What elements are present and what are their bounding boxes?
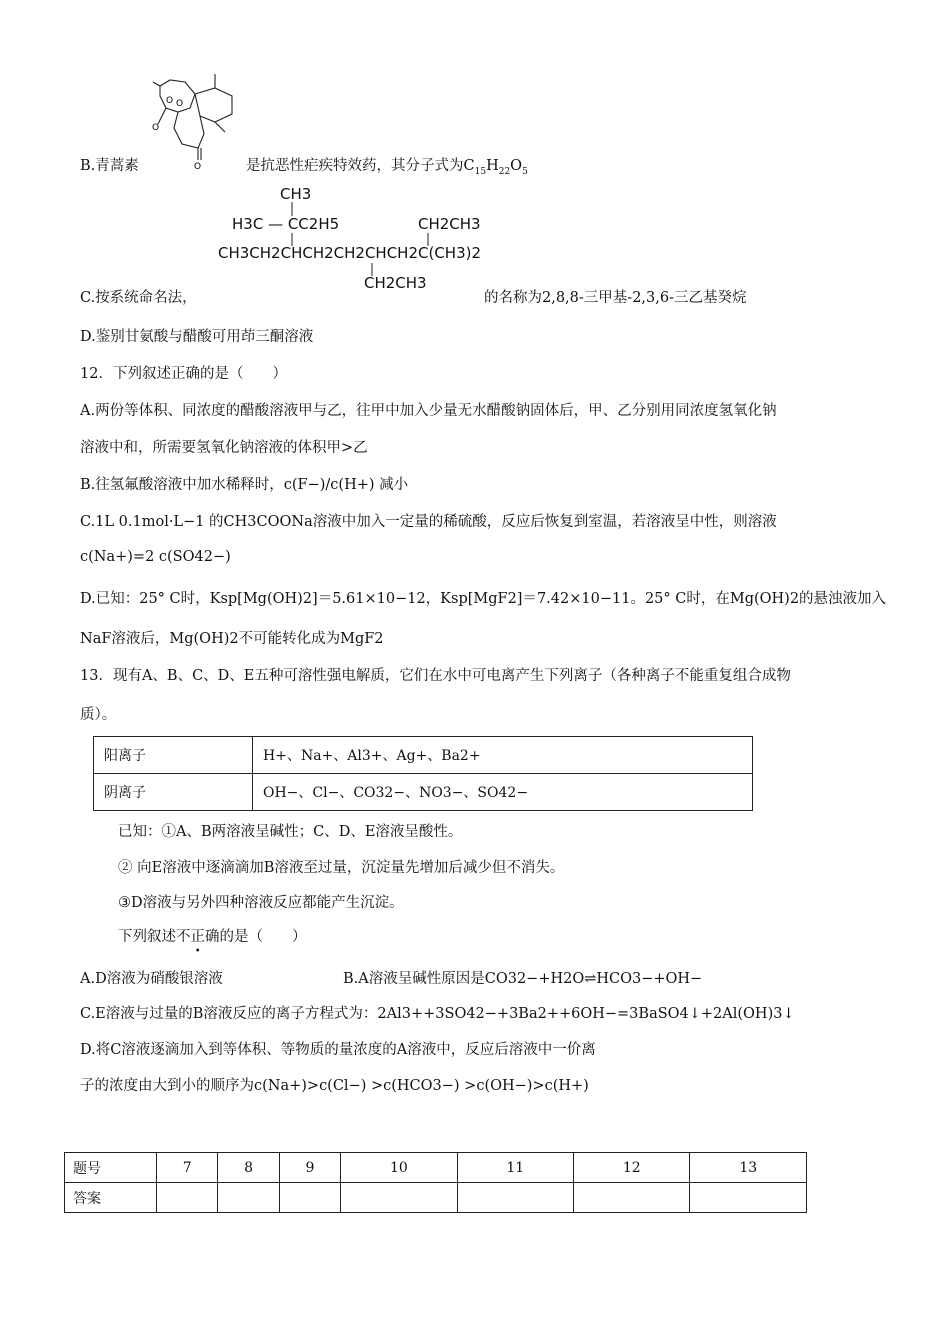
q13-stem-line1: 13．现有A、B、C、D、E五种可溶性强电解质，它们在水中可电离产生下列离子（各种离子不能重复组合成物 (80, 668, 791, 684)
q13-option-d-line2: 子的浓度由大到小的顺序为c(Na+)>c(Cl−) >c(HCO3−) >c(OH−)>c(H+) (80, 1078, 589, 1094)
answer-number-9: 9 (279, 1153, 340, 1183)
c-struct-bonds (218, 200, 478, 280)
answer-cell-13[interactable] (690, 1183, 807, 1213)
ion-list-cation: H+、Na+、Al3+、Ag+、Ba2+ (253, 737, 753, 774)
struct-o3: O (152, 123, 160, 133)
q13-ask: 下列叙述不正确的是（ ） (118, 929, 307, 945)
table-row (94, 774, 753, 811)
q13-known-1: 已知：①A、B两溶液呈碱性；C、D、E溶液呈酸性。 (118, 824, 463, 840)
ion-label-anion: 阴离子 (94, 774, 253, 811)
q13-option-a: A.D溶液为硝酸银溶液 (80, 971, 223, 987)
answer-row-label: 答案 (65, 1183, 157, 1213)
ion-label-cation: 阳离子 (94, 737, 253, 774)
q11-option-b (80, 154, 139, 175)
answer-header-label: 题号 (65, 1153, 157, 1183)
q13-known-2: ② 向E溶液中逐滴滴加B溶液至过量，沉淀量先增加后减少但不消失。 (118, 860, 565, 876)
artemisinin-structure (140, 66, 255, 171)
q12-d-line1: D.已知：25° C时，Ksp[Mg(OH)2]＝5.61×10−12，Ksp[MgF2]＝7.42×10−11。25° C时，在Mg(OH)2的悬浊液加入 (80, 591, 887, 607)
ion-list-anion: OH−、Cl−、CO32−、NO3−、SO42− (253, 774, 753, 811)
answer-number-7: 7 (157, 1153, 218, 1183)
answer-cell-9[interactable] (279, 1183, 340, 1213)
c-struct-ethyl-top: CH2CH3 (418, 215, 481, 233)
struct-o4: O (194, 162, 202, 171)
q11-b-text: 是抗恶性疟疾特效药，其分子式为 (246, 158, 464, 174)
struct-o2: O (176, 99, 184, 109)
q12-stem: 12．下列叙述正确的是（ ） (80, 366, 287, 382)
c-struct-quaternary: H3C — CC2H5 (232, 215, 340, 233)
answer-number-8: 8 (218, 1153, 279, 1183)
table-row (65, 1183, 807, 1213)
q13-ask-emphasis: 不正确 (176, 929, 220, 945)
table-row (94, 737, 753, 774)
c-struct-methyl: CH3 (280, 185, 312, 203)
answer-cell-12[interactable] (574, 1183, 690, 1213)
q12-a-line1: A.两份等体积、同浓度的醋酸溶液甲与乙，往甲中加入少量无水醋酸钠固体后，甲、乙分别用同浓度氢氧化钠 (80, 403, 777, 419)
q12-c-line2: c(Na+)=2 c(SO42−) (80, 549, 231, 565)
answer-number-11: 11 (457, 1153, 573, 1183)
answer-cell-10[interactable] (341, 1183, 457, 1213)
c-struct-ethyl-bottom: CH2CH3 (364, 274, 427, 292)
q12-option-b: B.往氢氟酸溶液中加水稀释时，c(F−)/c(H+) 减小 (80, 477, 409, 493)
answer-cell-8[interactable] (218, 1183, 279, 1213)
q13-option-c: C.E溶液与过量的B溶液反应的离子方程式为：2Al3++3SO42−+3Ba2++6OH−=3BaSO4↓+2Al(OH)3↓ (80, 1006, 795, 1022)
answer-table (64, 1152, 807, 1213)
q12-c-line1: C.1L 0.1mol·L−1 的CH3COONa溶液中加入一定量的稀硫酸，反应后恢复到室温，若溶液呈中性，则溶液 (80, 514, 777, 530)
q13-stem-line2: 质）。 (80, 707, 117, 723)
answer-number-10: 10 (341, 1153, 457, 1183)
q11-b-text-line (246, 154, 528, 177)
q11-c-prefix: C.按系统命名法， (80, 290, 197, 306)
q11-b-prefix: B.青蒿素 (80, 158, 139, 174)
struct-o1: O (166, 96, 174, 106)
q11-c-text: 的名称为2,8,8-三甲基-2,3,6-三乙基癸烷 (484, 290, 747, 306)
answer-cell-7[interactable] (157, 1183, 218, 1213)
answer-number-12: 12 (574, 1153, 690, 1183)
table-row (65, 1153, 807, 1183)
q13-option-b: B.A溶液呈碱性原因是CO32−+H2O⇌HCO3−+OH− (343, 971, 703, 987)
ion-table (93, 736, 753, 811)
q12-d-line2: NaF溶液后，Mg(OH)2不可能转化成为MgF2 (80, 631, 384, 647)
q13-known-3: ③D溶液与另外四种溶液反应都能产生沉淀。 (118, 895, 404, 911)
answer-number-13: 13 (690, 1153, 807, 1183)
answer-cell-11[interactable] (457, 1183, 573, 1213)
q13-option-d-line1: D.将C溶液逐滴加入到等体积、等物质的量浓度的A溶液中，反应后溶液中一价离 (80, 1042, 596, 1058)
c-struct-main-chain: CH3CH2CHCH2CH2CHCH2C(CH3)2 (218, 244, 482, 262)
q11-option-d: D.鉴别甘氨酸与醋酸可用茚三酮溶液 (80, 329, 314, 345)
q11-b-formula: $C_{15}H_{22}O_5$ (463, 158, 528, 177)
q12-a-line2: 溶液中和，所需要氢氧化钠溶液的体积甲>乙 (80, 440, 368, 456)
